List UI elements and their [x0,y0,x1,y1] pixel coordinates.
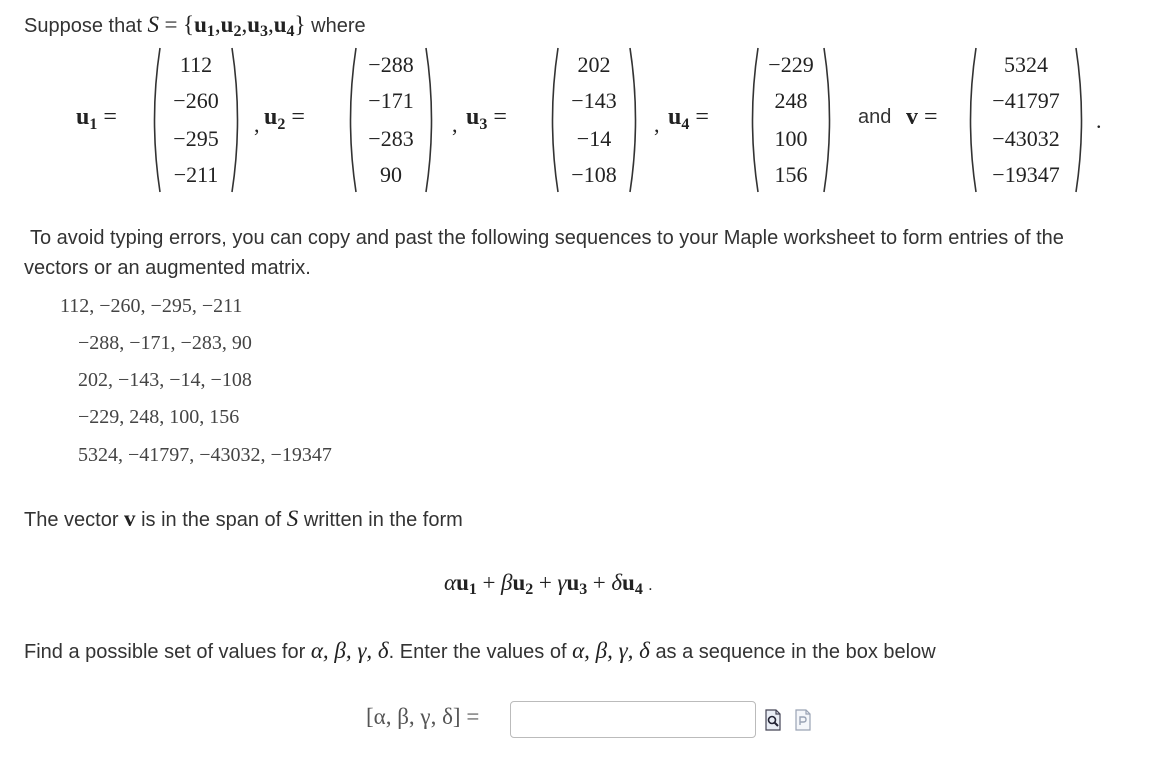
find-part3: as a sequence in the box below [655,641,936,663]
vector-label-v: v = [906,104,938,130]
sequence-u3[interactable]: 202, −143, −14, −108 [78,369,252,391]
sequence-u4[interactable]: −229, 248, 100, 156 [78,406,240,428]
preview-icon[interactable] [764,709,782,731]
matrix-cell: 90 [380,162,402,187]
left-paren-icon [746,46,760,194]
span-vector-v: v [124,506,136,531]
coeff-gamma: γ [557,570,567,595]
combo-sub: 3 [579,581,588,598]
help-document-icon[interactable] [794,709,812,731]
left-paren-icon [546,46,560,194]
vector-label-u4: $u_4$ = [668,104,709,133]
and-word: and [858,106,892,128]
set-item-u2: u [220,12,234,37]
intro-prefix: Suppose that [24,15,142,37]
plus-sign: + [482,570,496,595]
matrix-cell: 202 [577,52,611,77]
right-paren-icon [1074,46,1088,194]
vector-label-u1: $u_1$ = [76,104,117,133]
span-suffix: written in the form [303,509,463,531]
find-greek2: α, β, γ, δ [572,638,650,663]
vector-label-u2: $u_2$ = [264,104,305,133]
right-paren-icon [230,46,244,194]
matrix-cell: −43032 [992,126,1060,151]
matrix-cell: −229 [768,52,814,77]
matrix-cell: −41797 [992,88,1060,113]
left-paren-icon [148,46,162,194]
set-close-brace: } [294,12,306,37]
combo-vector: u [622,570,635,595]
plus-sign: + [592,570,606,595]
sequence-u2[interactable]: −288, −171, −283, 90 [78,332,252,354]
combo-vector: u [512,570,526,595]
matrix-u2 [344,46,438,194]
left-paren-icon [344,46,358,194]
set-item-sub: 4 [286,23,295,40]
matrix-cell: −288 [368,52,414,77]
set-item-u1: u [194,12,207,37]
linear-combination [444,570,652,596]
find-part2: . Enter the values of [388,641,567,663]
span-prefix: The vector [24,509,119,531]
matrix-cell: −19347 [992,162,1060,187]
sequence-u1[interactable]: 112, −260, −295, −211 [60,295,243,317]
separator-comma: , [452,112,458,137]
find-instruction [24,638,936,664]
vector-label-u3: $u_3$ = [466,104,507,133]
set-item-u4: u [273,12,287,37]
right-paren-icon [424,46,438,194]
matrix-u1 [148,46,244,194]
combo-period: . [648,577,653,594]
span-statement [24,506,463,532]
matrix-cell: −211 [173,162,219,187]
matrix-u4 [746,46,836,194]
find-part1: Find a possible set of values for [24,641,306,663]
combo-sub: 2 [525,581,534,598]
answer-label: [α, β, γ, δ] = [366,704,480,729]
separator-comma: , [254,112,260,137]
combo-sub: 1 [468,581,477,598]
combo-vector: u [566,570,580,595]
copy-note-line2: vectors or an augmented matrix. [24,257,311,279]
combo-vector: u [456,570,469,595]
set-symbol: S [147,12,159,37]
answer-input[interactable] [510,701,756,738]
set-item-sub: 2 [233,23,242,40]
span-middle: is in the span of [141,509,282,531]
coeff-beta: β [500,570,513,595]
coeff-alpha: α [444,570,457,595]
find-greek: α, β, γ, δ [310,638,389,663]
matrix-cell: 112 [179,52,213,77]
set-item-sub: 1 [206,23,215,40]
set-item-u3: u [247,12,260,37]
set-open-brace: { [183,12,195,37]
right-paren-icon [822,46,836,194]
matrix-v [964,46,1088,194]
left-paren-icon [964,46,978,194]
matrix-cell: 5324 [1004,52,1048,77]
plus-sign: + [538,570,552,595]
matrix-cell: −260 [173,88,219,113]
span-set-s: S [286,506,299,531]
matrix-cell: −108 [571,162,617,187]
set-item-sub: 3 [259,23,268,40]
matrix-u3 [546,46,642,194]
matrix-cell: 156 [774,162,808,187]
matrix-cell: −143 [571,88,617,113]
separator-comma: , [654,112,660,137]
copy-note-line1: To avoid typing errors, you can copy and past the following sequences to your Maple worksheet to form entries of the [30,227,1064,249]
matrix-cell: 100 [774,126,808,151]
matrix-cell: −295 [173,126,219,151]
intro-line: Suppose that $S = \{u_1,u_2,u_3,u_4\}$ where [24,12,366,40]
intro-suffix: where [311,15,366,37]
matrix-cell: 248 [774,88,808,113]
sequence-v[interactable]: 5324, −41797, −43032, −19347 [78,444,332,466]
matrix-cell: −283 [368,126,414,151]
intro-equals: = [164,12,178,37]
combo-sub: 4 [634,581,643,598]
right-paren-icon [628,46,642,194]
matrix-cell: −14 [576,126,612,151]
coeff-delta: δ [611,570,623,595]
end-period: . [1096,108,1102,133]
matrix-cell: −171 [368,88,414,113]
